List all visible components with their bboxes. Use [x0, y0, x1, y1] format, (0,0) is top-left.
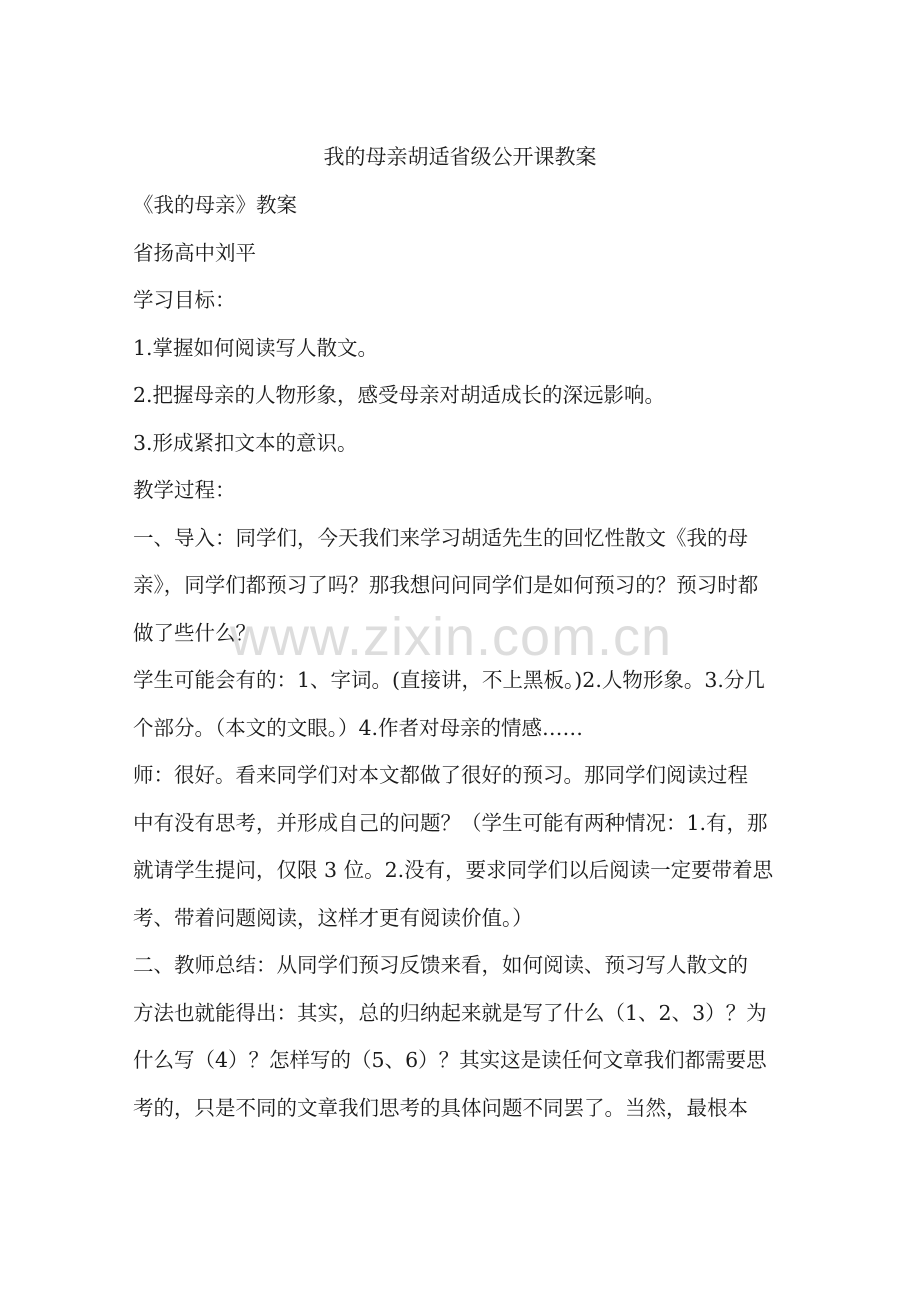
text-line: 一、导入：同学们，今天我们来学习胡适先生的回忆性散文《我的母 — [133, 525, 748, 550]
text-line: 《我的母亲》教案 — [133, 193, 297, 217]
text-line: 个部分。（本文的文眼。）4.作者对母亲的情感…… — [133, 715, 584, 740]
text-line: 亲》，同学们都预习了吗？那我想问问同学们是如何预习的？预习时都 — [133, 573, 759, 597]
text-line: 3.形成紧扣文本的意识。 — [133, 430, 358, 455]
text-line: 中有没有思考，并形成自己的问题？（学生可能有两种情况：1.有，那 — [133, 810, 768, 835]
text-line: 学生可能会有的：1、字词。(直接讲，不上黑板。)2.人物形象。3.分几 — [133, 668, 765, 692]
document-body — [133, 182, 793, 1132]
text-line: 省扬高中刘平 — [133, 240, 256, 265]
text-line: 学习目标： — [133, 288, 236, 312]
text-line: 考、带着问题阅读，这样才更有阅读价值。） — [133, 905, 533, 930]
text-line: 什么写（4）？怎样写的（5、6）？其实这是读任何文章我们都需要思 — [133, 1048, 767, 1072]
text-line: 做了些什么？ — [133, 620, 256, 645]
text-line: 方法也就能得出：其实，总的归纳起来就是写了什么（1、2、3）？为 — [133, 1000, 767, 1025]
document-title: 我的母亲胡适省级公开课教案 — [323, 145, 597, 169]
text-line: 1.掌握如何阅读写人散文。 — [133, 335, 379, 360]
text-line: 2.把握母亲的人物形象，感受母亲对胡适成长的深远影响。 — [133, 383, 666, 407]
watermark: www.zixin.com.cn — [230, 607, 673, 667]
text-line: 师：很好。看来同学们对本文都做了很好的预习。那同学们阅读过程 — [133, 763, 748, 787]
text-line: 二、教师总结：从同学们预习反馈来看，如何阅读、预习写人散文的 — [133, 953, 748, 977]
text-line: 就请学生提问，仅限 3 位。2.没有，要求同学们以后阅读一定要带着思 — [133, 858, 774, 882]
text-line: 教学过程： — [133, 478, 236, 502]
text-line: 考的，只是不同的文章我们思考的具体问题不同罢了。当然，最根本 — [133, 1095, 748, 1120]
